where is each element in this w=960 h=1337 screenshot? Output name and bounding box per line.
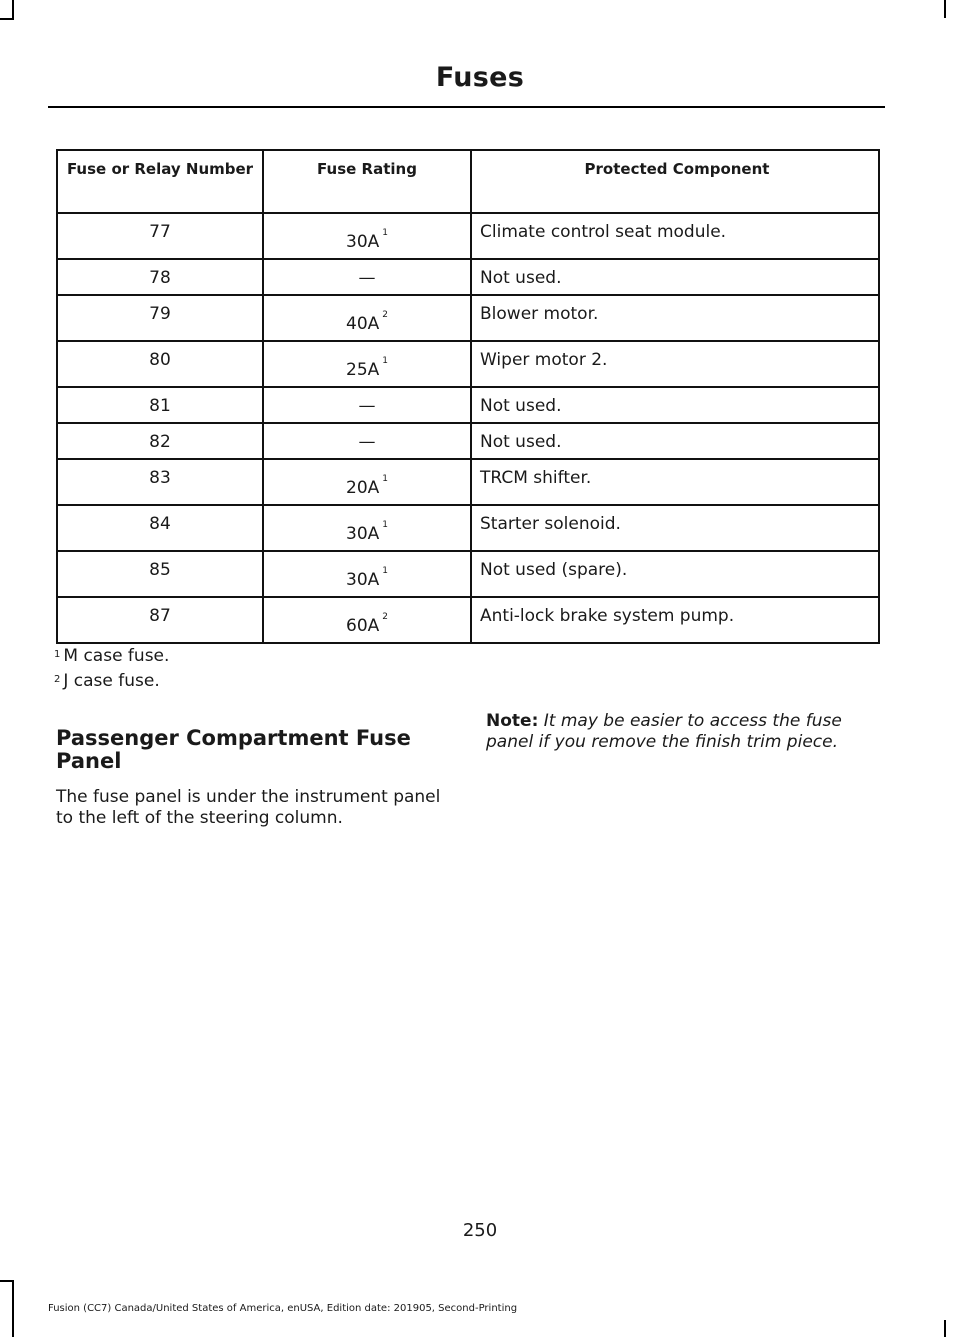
- fuse-number: 81: [149, 396, 171, 416]
- fuse-number-cell: [57, 597, 263, 643]
- fuse-number-cell: [57, 213, 263, 259]
- component-cell: [471, 597, 879, 643]
- column-header-number: Fuse or Relay Number: [57, 150, 263, 213]
- fuse-number: 77: [149, 222, 171, 242]
- component-cell: [471, 551, 879, 597]
- fuse-rating-cell: [263, 341, 471, 387]
- crop-mark-top-right: [944, 0, 946, 18]
- protected-component: Not used.: [480, 396, 562, 416]
- page-title: Fuses: [435, 62, 525, 93]
- table-row: [57, 423, 879, 459]
- note-block: [486, 711, 886, 753]
- fuse-number: 87: [149, 606, 171, 626]
- protected-component: Climate control seat module.: [480, 222, 727, 242]
- fuse-rating: 40A: [346, 314, 380, 334]
- footnote-ref: 2: [382, 612, 388, 622]
- footnote: [54, 669, 169, 694]
- column-header-rating: Fuse Rating: [263, 150, 471, 213]
- fuse-number-cell: [57, 423, 263, 459]
- footnote-mark: 2: [54, 674, 61, 685]
- section-body: The fuse panel is under the instrument panel to the left of the steering column.: [56, 787, 441, 828]
- footnote-ref: 1: [382, 566, 388, 576]
- footnotes: [54, 644, 169, 694]
- fuse-number-cell: [57, 387, 263, 423]
- fuse-rating: —: [358, 396, 376, 416]
- fuse-table: [56, 149, 880, 644]
- fuse-rating: 60A: [346, 616, 380, 636]
- table-row: [57, 551, 879, 597]
- fuse-rating: —: [358, 268, 376, 288]
- fuse-rating-cell: [263, 597, 471, 643]
- protected-component: Not used.: [480, 432, 562, 452]
- fuse-rating: 30A: [346, 570, 380, 590]
- protected-component: Not used (spare).: [480, 560, 628, 580]
- fuse-number: 78: [149, 268, 171, 288]
- table-row: [57, 387, 879, 423]
- fuse-number-cell: [57, 459, 263, 505]
- fuse-number: 83: [149, 468, 171, 488]
- crop-mark-top-left-h: [0, 18, 14, 20]
- fuse-rating-cell: [263, 459, 471, 505]
- component-cell: [471, 387, 879, 423]
- fuse-number-cell: [57, 505, 263, 551]
- fuse-number-cell: [57, 551, 263, 597]
- page-footer: Fusion (CC7) Canada/United States of America, enUSA, Edition date: 201905, Second-Printing: [48, 1303, 518, 1314]
- column-header-component: Protected Component: [471, 150, 879, 213]
- footnote-ref: 1: [382, 356, 388, 366]
- component-cell: [471, 423, 879, 459]
- protected-component: Starter solenoid.: [480, 514, 621, 534]
- crop-mark-bottom-left-h: [0, 1280, 14, 1282]
- protected-component: Blower motor.: [480, 304, 599, 324]
- table-row: [57, 259, 879, 295]
- footnote-text: M case fuse.: [63, 646, 170, 666]
- table-row: [57, 295, 879, 341]
- fuse-number: 80: [149, 350, 171, 370]
- fuse-rating: 30A: [346, 524, 380, 544]
- title-rule: [48, 106, 885, 108]
- table-row: [57, 597, 879, 643]
- footnote: [54, 644, 169, 669]
- footnote-ref: 1: [382, 228, 388, 238]
- fuse-number-cell: [57, 341, 263, 387]
- protected-component: Not used.: [480, 268, 562, 288]
- fuse-number: 85: [149, 560, 171, 580]
- component-cell: [471, 295, 879, 341]
- footnote-ref: 1: [382, 520, 388, 530]
- note-text: It may be easier to access the fuse panel if you remove the finish trim piece.: [486, 711, 842, 752]
- footnote-text: J case fuse.: [63, 671, 160, 691]
- component-cell: [471, 459, 879, 505]
- table-row: [57, 213, 879, 259]
- fuse-rating: 20A: [346, 478, 380, 498]
- component-cell: [471, 505, 879, 551]
- protected-component: Wiper motor 2.: [480, 350, 608, 370]
- fuse-rating: 25A: [346, 360, 380, 380]
- fuse-number: 82: [149, 432, 171, 452]
- table-row: [57, 341, 879, 387]
- fuse-number: 79: [149, 304, 171, 324]
- footnote-ref: 2: [382, 310, 388, 320]
- component-cell: [471, 259, 879, 295]
- fuse-rating-cell: [263, 213, 471, 259]
- footnote-ref: 1: [382, 474, 388, 484]
- table-row: [57, 505, 879, 551]
- fuse-rating-cell: [263, 423, 471, 459]
- crop-mark-bottom-right: [944, 1320, 946, 1337]
- fuse-rating-cell: [263, 295, 471, 341]
- fuse-number-cell: [57, 259, 263, 295]
- crop-mark-top-left-v: [12, 0, 14, 20]
- component-cell: [471, 213, 879, 259]
- crop-mark-bottom-left-v: [12, 1280, 14, 1337]
- fuse-rating-cell: [263, 387, 471, 423]
- table-row: [57, 459, 879, 505]
- table-header-row: [57, 150, 879, 213]
- component-cell: [471, 341, 879, 387]
- section-heading: Passenger Compartment Fuse Panel: [56, 726, 411, 773]
- fuse-rating-cell: [263, 259, 471, 295]
- page-number: 250: [462, 1220, 498, 1241]
- fuse-rating: 30A: [346, 232, 380, 252]
- protected-component: Anti-lock brake system pump.: [480, 606, 735, 626]
- protected-component: TRCM shifter.: [480, 468, 592, 488]
- fuse-number: 84: [149, 514, 171, 534]
- fuse-rating-cell: [263, 551, 471, 597]
- fuse-number-cell: [57, 295, 263, 341]
- fuse-rating-cell: [263, 505, 471, 551]
- note-label: Note:: [486, 711, 539, 731]
- footnote-mark: 1: [54, 649, 61, 660]
- fuse-rating: —: [358, 432, 376, 452]
